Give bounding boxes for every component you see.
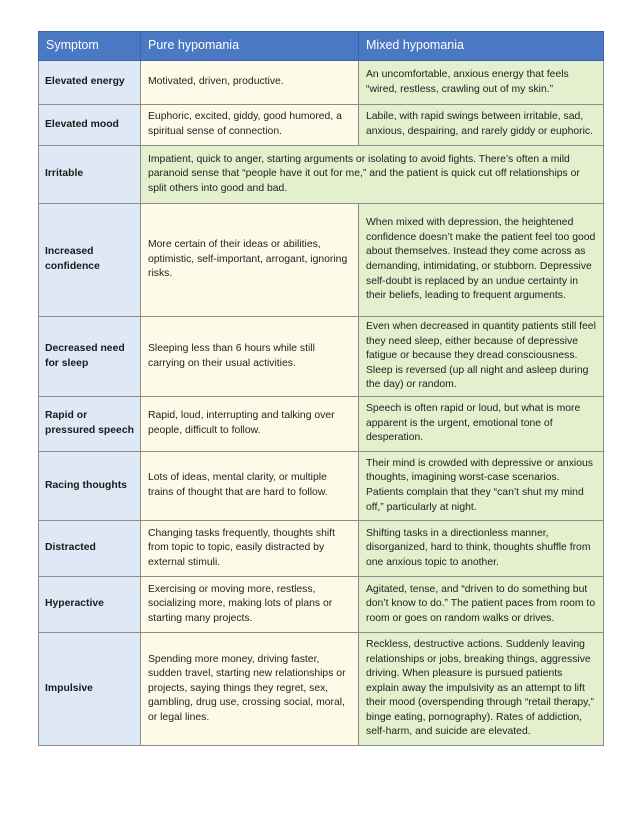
pure-cell: Euphoric, excited, giddy, good humored, a spiritual sense of connection. [141, 105, 359, 146]
symptom-cell: Impulsive [39, 633, 141, 746]
mixed-cell: Even when decreased in quantity patients still feel they need sleep, either because of depressive fatigue or because they dread consciousness. Sleep is reversed (up all night and asleep during the day) or random. [359, 317, 604, 397]
table-row-irritable [39, 146, 604, 204]
symptom-cell: Elevated mood [39, 105, 141, 146]
symptom-cell: Increased confidence [39, 204, 141, 317]
symptom-cell: Decreased need for sleep [39, 317, 141, 397]
pure-cell: Sleeping less than 6 hours while still carrying on their usual activities. [141, 317, 359, 397]
table-row-elevated-energy [39, 61, 604, 105]
pure-cell: Spending more money, driving faster, sudden travel, starting new relationships or projects, saying things they regret, sex, gambling, drug use, crossing social, moral, or legal lines. [141, 633, 359, 746]
mixed-cell: Labile, with rapid swings between irritable, sad, anxious, despairing, and rarely giddy or euphoric. [359, 105, 604, 146]
header-pure-hypomania: Pure hypomania [141, 32, 359, 61]
symptom-cell: Racing thoughts [39, 452, 141, 521]
table-row-distracted [39, 521, 604, 577]
mixed-cell: When mixed with depression, the heightened confidence doesn’t make the patient feel too good about themselves. Instead they come across as demanding, intimidating, or stubborn. Depressive self-doubt is replaced by an undue certainty in their beliefs, leading to frequent arguments. [359, 204, 604, 317]
pure-cell: Motivated, driven, productive. [141, 61, 359, 105]
pure-cell: Lots of ideas, mental clarity, or multiple trains of thought that are hard to follow. [141, 452, 359, 521]
mixed-cell: An uncomfortable, anxious energy that feels “wired, restless, crawling out of my skin.” [359, 61, 604, 105]
pure-cell: Rapid, loud, interrupting and talking over people, difficult to follow. [141, 397, 359, 452]
mixed-cell: Reckless, destructive actions. Suddenly leaving relationships or jobs, breaking things, aggressive driving. When pleasure is pursued patients explain away the impulsivity as an attempt to lift their mood (overspending through “retail therapy,” binge eating, pornography). Rates of addiction, self-harm, and suicide are elevated. [359, 633, 604, 746]
header-symptom: Symptom [39, 32, 141, 61]
table-row-impulsive [39, 633, 604, 746]
header-row [39, 32, 604, 61]
table-row-racing-thoughts [39, 452, 604, 521]
pure-cell: Changing tasks frequently, thoughts shift from topic to topic, easily distracted by external stimuli. [141, 521, 359, 577]
symptom-cell: Rapid or pressured speech [39, 397, 141, 452]
pure-cell: More certain of their ideas or abilities, optimistic, self-important, arrogant, ignoring risks. [141, 204, 359, 317]
symptom-cell: Hyperactive [39, 577, 141, 633]
mixed-cell: Shifting tasks in a directionless manner, disorganized, hard to think, thoughts shuffle from one anxious topic to another. [359, 521, 604, 577]
header-mixed-hypomania: Mixed hypomania [359, 32, 604, 61]
mixed-cell: Agitated, tense, and “driven to do something but don’t know to do.” The patient paces from room to room or goes on random walks or drives. [359, 577, 604, 633]
symptom-cell: Irritable [39, 146, 141, 204]
table-row-increased-confidence [39, 204, 604, 317]
table-row-hyperactive [39, 577, 604, 633]
symptom-cell: Elevated energy [39, 61, 141, 105]
shared-cell: Impatient, quick to anger, starting arguments or isolating to avoid fights. There’s often a mild paranoid sense that “people have it out for me,” and the patient is quick cut off relationships or split others into good and bad. [141, 146, 604, 204]
hypomania-comparison-table [38, 31, 604, 746]
symptom-cell: Distracted [39, 521, 141, 577]
pure-cell: Exercising or moving more, restless, socializing more, making lots of plans or starting many projects. [141, 577, 359, 633]
mixed-cell: Speech is often rapid or loud, but what is more apparent is the urgent, emotional tone of desperation. [359, 397, 604, 452]
comparison-table-container [38, 31, 603, 746]
table-row-elevated-mood [39, 105, 604, 146]
mixed-cell: Their mind is crowded with depressive or anxious thoughts, imagining worst-case scenarios. Patients complain that they “can’t shut my mind off,” particularly at night. [359, 452, 604, 521]
table-row-rapid-speech [39, 397, 604, 452]
table-row-decreased-need-for-sleep [39, 317, 604, 397]
